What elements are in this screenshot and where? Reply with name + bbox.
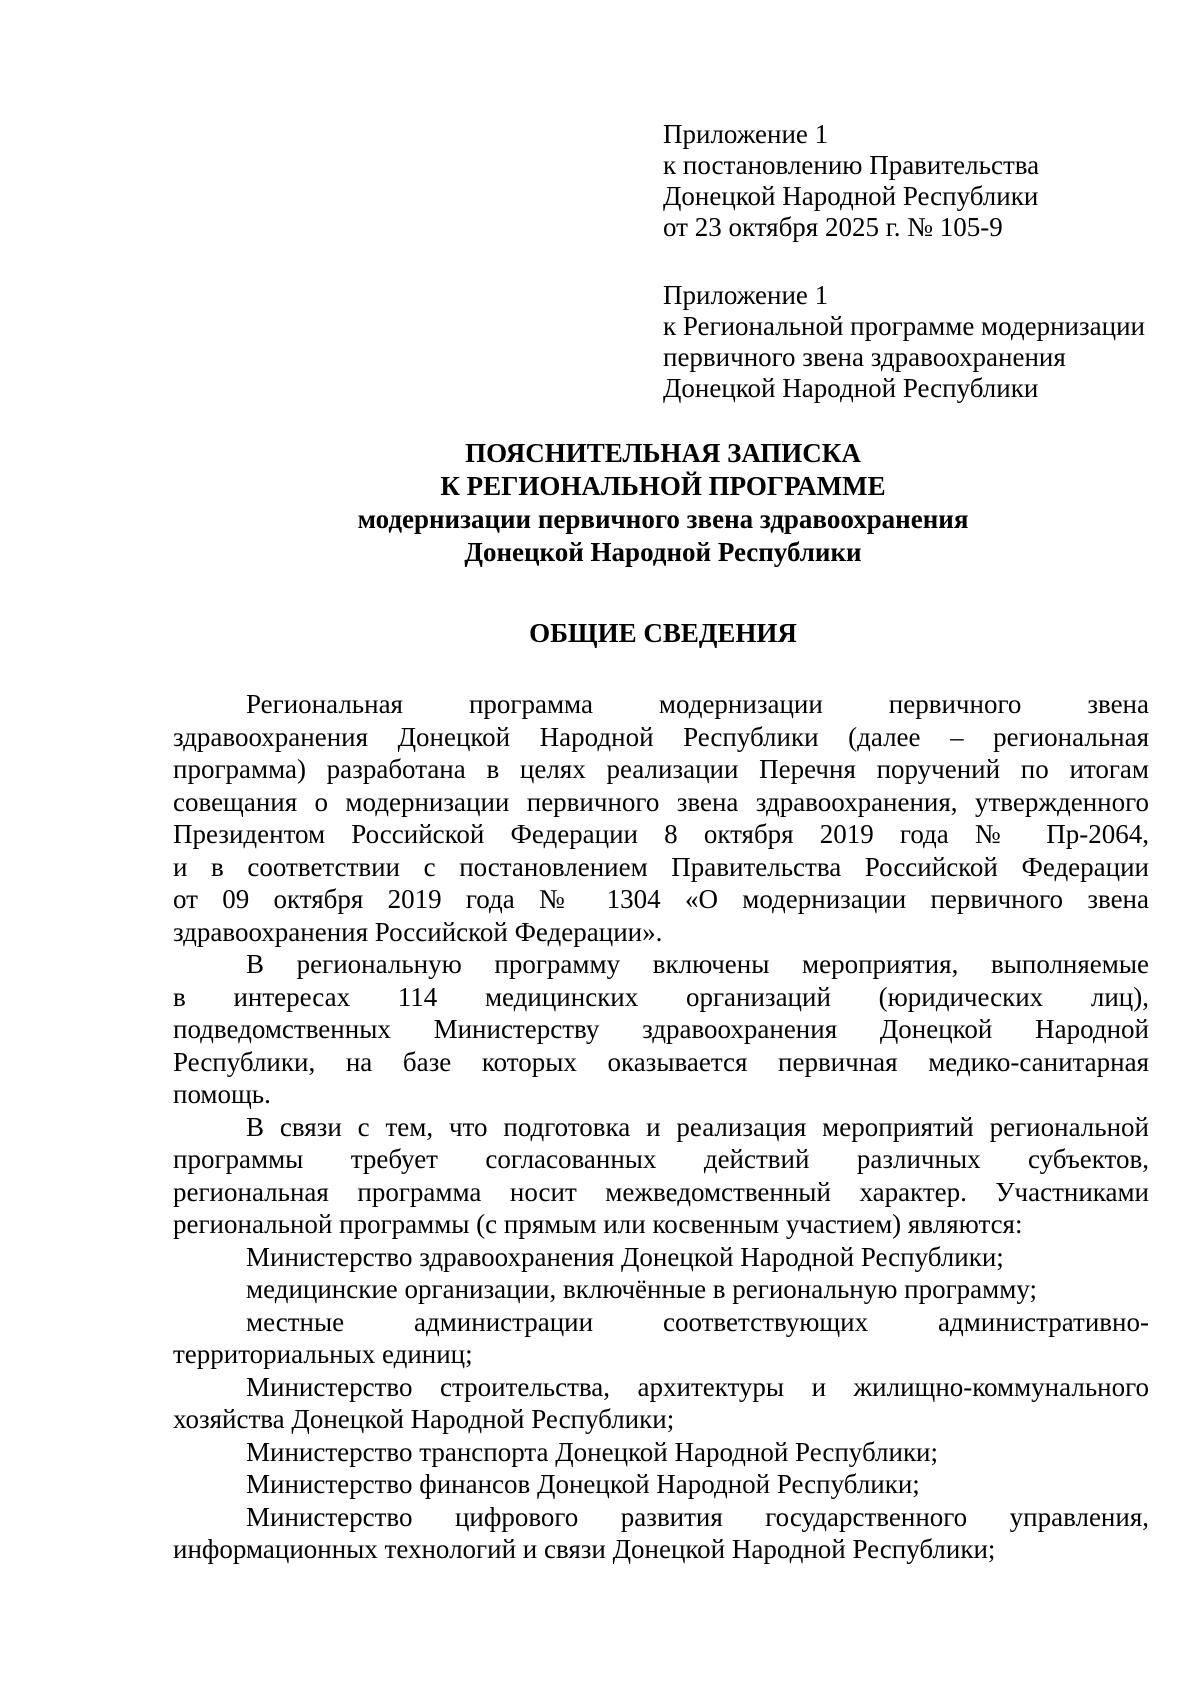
body-paragraph — [173, 1306, 1149, 1371]
appendix-line: от 23 октября 2025 г. № 105-9 — [663, 212, 1003, 242]
appendix-line: Приложение 1 — [663, 280, 829, 310]
document-body — [173, 688, 1149, 1566]
body-paragraph — [173, 1273, 1149, 1306]
appendix-note-resolution — [663, 119, 1183, 243]
paragraph-line: региональной программы (с прямым или косвенным участием) являются: — [173, 1209, 1023, 1239]
title-line: модернизации первичного звена здравоохранения — [357, 504, 969, 534]
paragraph-line: подведомственных Министерству здравоохранения Донецкой Народной — [173, 1014, 1149, 1044]
paragraph-line: здравоохранения Российской Федерации». — [173, 916, 663, 947]
appendix-line: Донецкой Народной Республики — [663, 181, 1039, 211]
body-paragraph — [173, 1371, 1149, 1436]
body-paragraph — [173, 1241, 1149, 1274]
body-paragraph — [173, 1468, 1149, 1501]
body-paragraph — [173, 948, 1149, 1111]
paragraph-line: Министерство цифрового развития государственного управления, — [246, 1501, 1149, 1532]
title-line: Донецкой Народной Республики — [464, 537, 862, 567]
paragraph-line: совещания о модернизации первичного звена здравоохранения, утвержденного — [173, 786, 1149, 817]
body-paragraph — [173, 1111, 1149, 1241]
paragraph-line: территориальных единиц; — [173, 1339, 473, 1369]
appendix-line: к постановлению Правительства — [663, 150, 1040, 180]
document-title — [173, 437, 1153, 569]
paragraph-line: Региональная программа модернизации первичного звена — [246, 689, 1149, 719]
paragraph-line: местные администрации соответствующих административно- — [246, 1306, 1149, 1337]
paragraph-line: медицинские организации, включённые в региональную программу; — [246, 1274, 1037, 1304]
paragraph-line: Республики, на базе которых оказывается первичная медико-санитарная — [173, 1046, 1149, 1077]
title-line: К РЕГИОНАЛЬНОЙ ПРОГРАММЕ — [440, 471, 886, 501]
paragraph-line: Министерство финансов Донецкой Народной Республики; — [246, 1469, 920, 1499]
paragraph-line: Министерство строительства, архитектуры и жилищно-коммунального — [246, 1371, 1149, 1402]
appendix-line: Донецкой Народной Республики — [663, 373, 1039, 403]
body-paragraph — [173, 1501, 1149, 1566]
paragraph-line: помощь. — [173, 1079, 271, 1109]
paragraph-line: в интересах 114 медицинских организаций (юридических лиц), — [173, 981, 1149, 1012]
paragraph-line: программа) разработана в целях реализации Перечня поручений по итогам — [173, 754, 1149, 784]
paragraph-line: Министерство транспорта Донецкой Народной Республики; — [246, 1436, 939, 1467]
paragraph-line: региональная программа носит межведомственный характер. Участниками — [173, 1176, 1149, 1207]
appendix-line: первичного звена здравоохранения — [663, 342, 1066, 372]
body-paragraph — [173, 688, 1149, 948]
paragraph-line: и в соответствии с постановлением Правительства Российской Федерации — [173, 851, 1149, 882]
paragraph-line: В региональную программу включены мероприятия, выполняемые — [246, 949, 1149, 979]
paragraph-line: Президентом Российской Федерации 8 октября 2019 года № Пр-2064, — [173, 819, 1149, 849]
paragraph-line: хозяйства Донецкой Народной Республики; — [173, 1404, 675, 1434]
body-paragraph — [173, 1436, 1149, 1469]
section-heading: ОБЩИЕ СВЕДЕНИЯ — [529, 618, 797, 648]
paragraph-line: Министерство здравоохранения Донецкой Народной Республики; — [246, 1241, 1004, 1272]
paragraph-line: информационных технологий и связи Донецкой Народной Республики; — [173, 1534, 996, 1564]
paragraph-line: здравоохранения Донецкой Народной Республики (далее – региональная — [173, 721, 1149, 752]
paragraph-line: от 09 октября 2019 года № 1304 «О модернизации первичного звена — [173, 884, 1149, 914]
appendix-line: Приложение 1 — [663, 119, 829, 149]
title-line: ПОЯСНИТЕЛЬНАЯ ЗАПИСКА — [465, 438, 861, 468]
appendix-line: к Региональной программе модернизации — [663, 311, 1145, 341]
paragraph-line: программы требует согласованных действий различных субъектов, — [173, 1144, 1149, 1174]
paragraph-line: В связи с тем, что подготовка и реализация мероприятий региональной — [246, 1111, 1149, 1142]
appendix-note-program — [663, 280, 1183, 404]
